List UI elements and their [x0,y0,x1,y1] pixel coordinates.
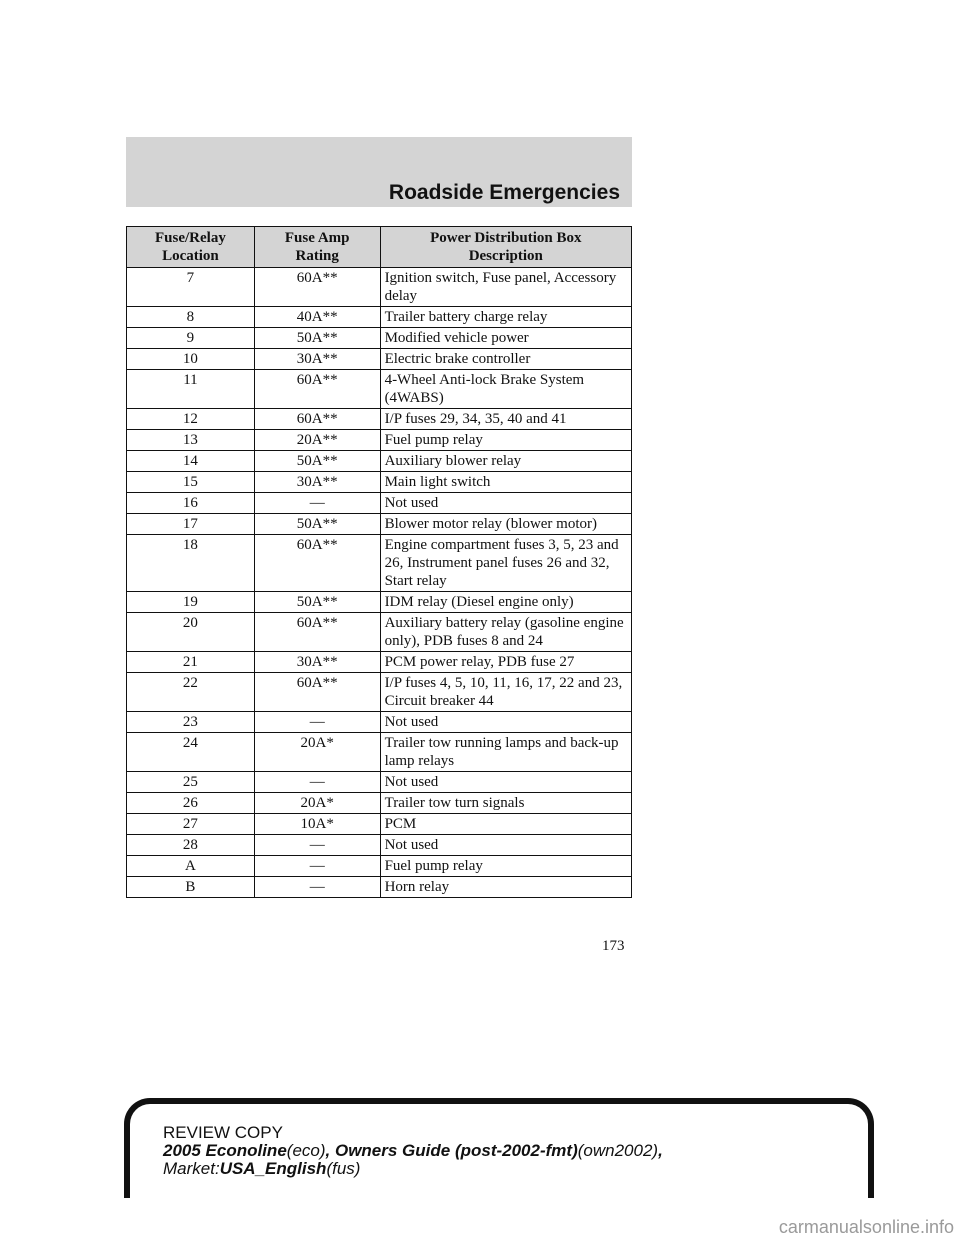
cell-location: 9 [127,328,255,349]
column-header-amp-rating: Fuse Amp Rating [254,227,380,268]
table-row [127,268,632,307]
cell-amp-rating: 50A** [254,514,380,535]
cell-location: 8 [127,307,255,328]
table-row [127,493,632,514]
cell-location: 23 [127,712,255,733]
watermark: carmanualsonline.info [778,1217,954,1237]
cell-amp-rating: 60A** [254,613,380,652]
cell-location: B [127,877,255,898]
cell-description: I/P fuses 29, 34, 35, 40 and 41 [380,409,631,430]
cell-description: I/P fuses 4, 5, 10, 11, 16, 17, 22 and 23, Circuit breaker 44 [380,673,631,712]
table-row [127,613,632,652]
cell-description: PCM power relay, PDB fuse 27 [380,652,631,673]
cell-amp-rating: — [254,835,380,856]
cell-amp-rating: 20A** [254,430,380,451]
cell-description: Not used [380,493,631,514]
cell-amp-rating: — [254,856,380,877]
cell-amp-rating: 60A** [254,268,380,307]
review-copy-label: REVIEW COPY [163,1123,283,1142]
table-row [127,514,632,535]
cell-location: 27 [127,814,255,835]
document-info-line: 2005 Econoline(eco), Owners Guide (post-2002-fmt)(own2002), [163,1141,663,1160]
cell-description: Not used [380,712,631,733]
cell-location: 15 [127,472,255,493]
cell-location: 13 [127,430,255,451]
page-number: 173 [602,938,625,954]
table-row [127,409,632,430]
section-header-band [126,137,632,207]
cell-description: 4-Wheel Anti-lock Brake System (4WABS) [380,370,631,409]
cell-amp-rating: 60A** [254,535,380,592]
section-title: Roadside Emergencies [388,181,620,204]
table-row [127,652,632,673]
cell-location: 7 [127,268,255,307]
table-row [127,328,632,349]
cell-amp-rating: 30A** [254,652,380,673]
cell-location: 22 [127,673,255,712]
column-header-description: Power Distribution Box Description [380,227,631,268]
cell-location: 12 [127,409,255,430]
table-row [127,472,632,493]
cell-amp-rating: 50A** [254,451,380,472]
cell-description: Not used [380,772,631,793]
review-copy-text [163,1124,663,1178]
cell-location: 10 [127,349,255,370]
cell-location: 21 [127,652,255,673]
cell-location: 14 [127,451,255,472]
table-row [127,793,632,814]
cell-amp-rating: 60A** [254,673,380,712]
table-row [127,856,632,877]
cell-description: Horn relay [380,877,631,898]
cell-description: Modified vehicle power [380,328,631,349]
column-header-location: Fuse/Relay Location [127,227,255,268]
cell-description: Engine compartment fuses 3, 5, 23 and 26, Instrument panel fuses 26 and 32, Start relay [380,535,631,592]
cell-location: 16 [127,493,255,514]
table-row [127,430,632,451]
cell-amp-rating: 30A** [254,349,380,370]
cell-location: 20 [127,613,255,652]
cell-amp-rating: 60A** [254,370,380,409]
cell-amp-rating: — [254,493,380,514]
cell-description: Auxiliary battery relay (gasoline engine only), PDB fuses 8 and 24 [380,613,631,652]
cell-amp-rating: — [254,877,380,898]
cell-description: Fuel pump relay [380,430,631,451]
cell-amp-rating: — [254,712,380,733]
cell-description: Trailer tow turn signals [380,793,631,814]
table-row [127,370,632,409]
cell-amp-rating: 50A** [254,592,380,613]
cell-description: Not used [380,835,631,856]
cell-description: Trailer battery charge relay [380,307,631,328]
cell-location: 18 [127,535,255,592]
cell-amp-rating: 50A** [254,328,380,349]
cell-location: 11 [127,370,255,409]
table-row [127,307,632,328]
cell-amp-rating: — [254,772,380,793]
cell-location: 28 [127,835,255,856]
cell-amp-rating: 20A* [254,733,380,772]
table-row [127,733,632,772]
table-row [127,451,632,472]
table-body [127,268,632,898]
cell-amp-rating: 20A* [254,793,380,814]
table-header-row [127,227,632,268]
cell-description: Blower motor relay (blower motor) [380,514,631,535]
cell-location: 17 [127,514,255,535]
cell-description: Trailer tow running lamps and back-up lamp relays [380,733,631,772]
cell-location: A [127,856,255,877]
table-row [127,592,632,613]
table-row [127,712,632,733]
cell-description: PCM [380,814,631,835]
table-row [127,877,632,898]
table-row [127,772,632,793]
cell-location: 24 [127,733,255,772]
table-row [127,835,632,856]
table-row [127,673,632,712]
table-row [127,535,632,592]
table-row [127,814,632,835]
cell-description: Main light switch [380,472,631,493]
fuse-table [126,226,632,898]
cell-amp-rating: 30A** [254,472,380,493]
cell-amp-rating: 10A* [254,814,380,835]
cell-description: Auxiliary blower relay [380,451,631,472]
cell-description: Ignition switch, Fuse panel, Accessory delay [380,268,631,307]
market-info-line: Market:USA_English(fus) [163,1159,361,1178]
cell-description: Electric brake controller [380,349,631,370]
cell-description: IDM relay (Diesel engine only) [380,592,631,613]
cell-amp-rating: 40A** [254,307,380,328]
cell-location: 25 [127,772,255,793]
cell-amp-rating: 60A** [254,409,380,430]
table-row [127,349,632,370]
cell-description: Fuel pump relay [380,856,631,877]
cell-location: 19 [127,592,255,613]
cell-location: 26 [127,793,255,814]
